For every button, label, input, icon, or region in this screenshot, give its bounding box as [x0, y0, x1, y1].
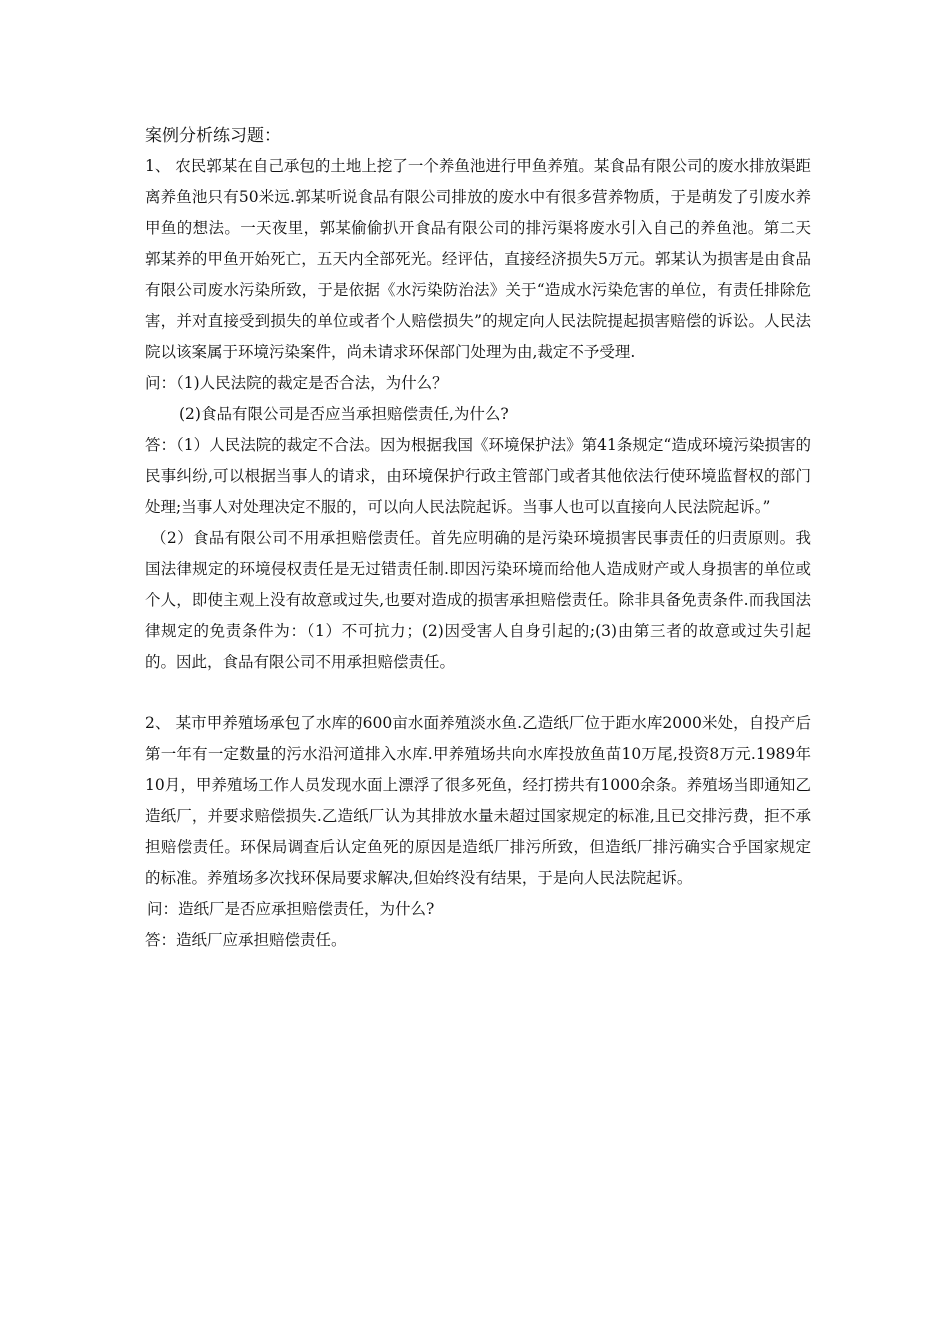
case2-question: 问：造纸厂是否应承担赔偿责任，为什么?	[147, 900, 435, 918]
case1-answer1: 答：（1）人民法院的裁定不合法。因为根据我国《环境保护法》第41条规定“造成环境污染损害的民事纠纷,可以根据当事人的请求，由环境保护行政主管部门或者其他依法行使环境监督权的部门处理;当事人对处理决定不服的，可以向人民法院起诉。当事人也可以直接向人民法院起诉。”	[145, 436, 811, 516]
case2-body: 2、 某市甲养殖场承包了水库的600亩水面养殖淡水鱼.乙造纸厂位于距水库2000米处，自投产后第一年有一定数量的污水沿河道排入水库.甲养殖场共向水库投放鱼苗10万尾,投资8万元.1989年10月，甲养殖场工作人员发现水面上漂浮了很多死鱼，经打捞共有1000余条。养殖场当即通知乙造纸厂，并要求赔偿损失.乙造纸厂认为其排放水量未超过国家规定的标准,且已交排污费，拒不承担赔偿责任。环保局调查后认定鱼死的原因是造纸厂排污所致，但造纸厂排污确实合乎国家规定的标准。养殖场多次找环保局要求解决,但始终没有结果，于是向人民法院起诉。	[145, 714, 811, 887]
case1-question2: (2)食品有限公司是否应当承担赔偿责任,为什么?	[179, 405, 509, 423]
case2-answer: 答：造纸厂应承担赔偿责任。	[145, 931, 347, 949]
document-title: 案例分析练习题：	[145, 126, 281, 146]
case1-question1: 问：（1)人民法院的裁定是否合法，为什么？	[145, 374, 448, 392]
document-content	[145, 121, 811, 956]
case1-body: 1、 农民郭某在自己承包的土地上挖了一个养鱼池进行甲鱼养殖。某食品有限公司的废水排放渠距离养鱼池只有50米远.郭某听说食品有限公司排放的废水中有很多营养物质，于是萌发了引废水养甲鱼的想法。一天夜里，郭某偷偷扒开食品有限公司的排污渠将废水引入自己的养鱼池。第二天郭某养的甲鱼开始死亡，五天内全部死光。经评估，直接经济损失5万元。郭某认为损害是由食品有限公司废水污染所致，于是依据《水污染防治法》关于“造成水污染危害的单位，有责任排除危害，并对直接受到损失的单位或者个人赔偿损失”的规定向人民法院提起损害赔偿的诉讼。人民法院以该案属于环境污染案件，尚未请求环保部门处理为由,裁定不予受理.	[145, 157, 811, 361]
section-gap	[145, 678, 811, 708]
case1-answer2: （2）食品有限公司不用承担赔偿责任。首先应明确的是污染环境损害民事责任的归责原则。我国法律规定的环境侵权责任是无过错责任制.即因污染环境而给他人造成财产或人身损害的单位或个人，即使主观上没有故意或过失,也要对造成的损害承担赔偿责任。除非具备免责条件.而我国法律规定的免责条件为：（1）不可抗力；(2)因受害人自身引起的;(3)由第三者的故意或过失引起的。因此，食品有限公司不用承担赔偿责任。	[145, 529, 811, 671]
